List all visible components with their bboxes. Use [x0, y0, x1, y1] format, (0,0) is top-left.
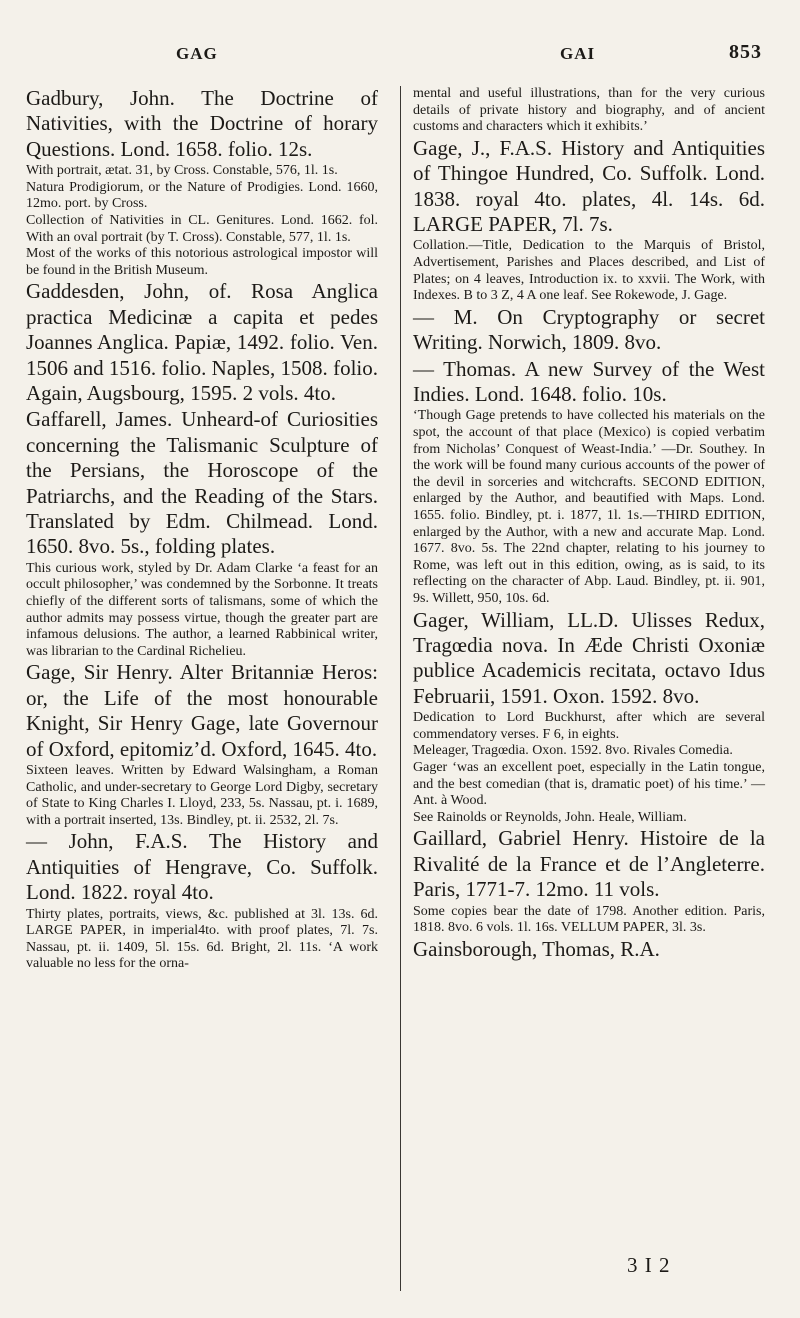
entry-gage-j: Gage, J., F.A.S. History and Antiquities of Thingoe Hundred, Co. Suffolk. Lond. 1838. royal 4to. plates, 4l. 14s. 6d. LARGE PAPER, 7l. 7s.	[413, 135, 765, 236]
note-gage-j-collation: Collation.—Title, Dedication to the Marquis of Bristol, Advertisement, Parishes and Places described, and List of Plates; on 4 leaves, Introduction ix. to xxvii. The Work, with Indexes. B to 3 Z, 4 A one leaf. See Rokewode, J. Gage.	[413, 238, 765, 304]
signature-mark: 3 I 2	[627, 1253, 671, 1277]
note-gadbury-remark: Most of the works of this notorious astrological impostor will be found in the British Museum.	[26, 246, 378, 278]
note-gaffarell: This curious work, styled by Dr. Adam Clarke ‘a feast for an occult philosopher,’ was condemned by the Sorbonne. It treats chiefly of the different sorts of talismans, some of which the author admits may possess virtue, though the greater part are infamous delusions. The author, a learned Rabbinical writer, was librarian to the Cardinal Richelieu.	[26, 560, 378, 659]
entry-gage-john: — John, F.A.S. The History and Antiquities of Hengrave, Co. Suffolk. Lond. 1822. royal 4to.	[26, 829, 378, 905]
note-gaillard: Some copies bear the date of 1798. Another edition. Paris, 1818. 8vo. 6 vols. 1l. 16s. VELLUM PAPER, 3l. 3s.	[413, 903, 765, 936]
note-gadbury-genitures: Collection of Nativities in CL. Genitures. Lond. 1662. fol. With an oval portrait (by T. Cross). Constable, 577, 1l. 1s.	[26, 213, 378, 245]
note-gage-john: Thirty plates, portraits, views, &c. published at 3l. 13s. 6d. LARGE PAPER, in imperial4to. with proof plates, 7l. 7s. Nassau, pt. ii. 1409, 5l. 15s. 6d. Bright, 2l. 11s. ‘A work valuable no less for the orna-	[26, 906, 378, 972]
running-head-left: GAG	[176, 44, 218, 63]
page-number: 853	[729, 41, 762, 63]
note-continuation: mental and useful illustrations, than for the very curious details of private history and biography, and of ancient customs and characters which it exhibits.’	[413, 86, 765, 135]
entry-gaffarell: Gaffarell, James. Unheard-of Curiosities concerning the Talismanic Sculpture of the Persians, the Horoscope of the Patriarchs, and the Reading of the Stars. Translated by Edm. Chilmead. Lond. 1650. 8vo. 5s., folding plates.	[26, 407, 378, 559]
running-head-center: GAI	[560, 44, 596, 63]
note-gager-dedication: Dedication to Lord Buckhurst, after which are several commendatory verses. F 6, in eights.	[413, 710, 765, 742]
entry-gaillard: Gaillard, Gabriel Henry. Histoire de la Rivalité de la France et de l’Angleterre. Paris, 1771-7. 12mo. 11 vols.	[413, 826, 765, 902]
note-gage-thomas: ‘Though Gage pretends to have collected his materials on the spot, the account of that place (Mexico) is copied verbatim from Nicholas’ Conquest of Weast-India.’ —Dr. Southey. In the work will be found many curious accounts of the power of the devil in sorceries and witchcrafts. SECOND EDITION, enlarged by the Author, and beautified with Maps. Lond. 1655. folio. Bindley, pt. i. 1877, 1l. 1s.—THIRD EDITION, enlarged by the Author, with a new and accurate Map. Lond. 1677. 8vo. 5s. The 22nd chapter, relating to his journey to Rome, was left out in this edition, owing, as is said, to its reflecting on the character of Abp. Laud. Bindley, pt. ii. 901, 9s. Willett, 950, 10s. 6d.	[413, 408, 765, 606]
note-gadbury-prodigies: Natura Prodigiorum, or the Nature of Prodigies. Lond. 1660, 12mo. port. by Cross.	[26, 179, 378, 212]
entry-gage-thomas: — Thomas. A new Survey of the West Indies. Lond. 1648. folio. 10s.	[413, 356, 765, 406]
column-divider	[400, 86, 401, 1291]
entry-gadbury: Gadbury, John. The Doctrine of Nativities, with the Doctrine of horary Questions. Lond. 1658. folio. 12s.	[26, 86, 378, 161]
note-gager-quote: Gager ‘was an excellent poet, especially in the Latin tongue, and the best comedian (that is, dramatic poet) of his time.’ —Ant. à Wood.	[413, 759, 765, 809]
entry-gainsborough: Gainsborough, Thomas, R.A.	[413, 936, 660, 961]
entry-gage-m: — M. On Cryptography or secret Writing. Norwich, 1809. 8vo.	[413, 304, 765, 355]
note-gager-meleager: Meleager, Tragœdia. Oxon. 1592. 8vo. Rivales Comedia.	[413, 743, 733, 759]
entry-gaddesden: Gaddesden, John, of. Rosa Anglica practica Medicinæ a capita et pedes Joannes Anglica. Papiæ, 1492. folio. Ven. 1506 and 1516. folio. Naples, 1508. folio. Again, Augsbourg, 1595. 2 vols. 4to.	[26, 279, 378, 405]
entry-gage-henry: Gage, Sir Henry. Alter Britanniæ Heros: or, the Life of the most honourable Knight, Sir Henry Gage, late Governour of Oxford, epitomiz’d. Oxford, 1645. 4to.	[26, 660, 378, 761]
note-gager-see: See Rainolds or Reynolds, John. Heale, William.	[413, 809, 687, 825]
entry-gager: Gager, William, LL.D. Ulisses Redux, Tragœdia nova. In Æde Christi Oxoniæ publice Academicis recitata, octavo Idus Februarii, 1591. Oxon. 1592. 8vo.	[413, 607, 765, 708]
note-gage-henry: Sixteen leaves. Written by Edward Walsingham, a Roman Catholic, and under-secretary to George Lord Digby, secretary of State to King Charles I. Lloyd, 233, 5s. Nassau, pt. i. 1689, with a portrait inserted, 13s. Bindley, pt. ii. 2532, 2l. 7s.	[26, 763, 378, 828]
right-column	[413, 86, 765, 963]
left-column	[26, 86, 378, 973]
note-gadbury-portrait: With portrait, ætat. 31, by Cross. Constable, 576, 1l. 1s.	[26, 163, 338, 179]
